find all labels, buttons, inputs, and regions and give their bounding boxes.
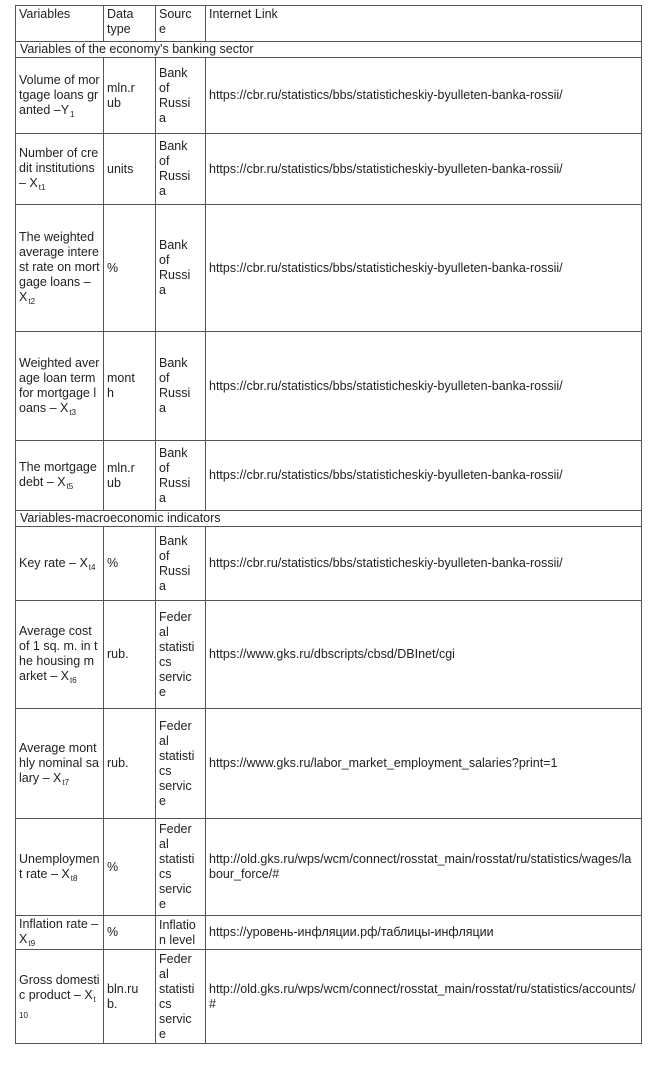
source-cell: Bank of Russi a bbox=[156, 441, 206, 511]
variable-name: The mortgage debt – X bbox=[19, 460, 97, 489]
variable-cell bbox=[16, 58, 104, 134]
data-type-cell: rub. bbox=[104, 709, 156, 819]
variable-subscript: t10 bbox=[19, 995, 96, 1020]
section-row bbox=[16, 511, 642, 527]
variable-cell bbox=[16, 441, 104, 511]
table-row bbox=[16, 819, 642, 916]
header-row bbox=[16, 6, 642, 42]
source-cell: Bank of Russi a bbox=[156, 332, 206, 441]
internet-link-cell: https://уровень-инфляции.рф/таблицы-инфляции bbox=[206, 916, 642, 950]
header-data-type: Data type bbox=[104, 6, 156, 42]
data-type-cell: rub. bbox=[104, 601, 156, 709]
section-title: Variables-macroeconomic indicators bbox=[16, 511, 642, 527]
source-cell: Bank of Russi a bbox=[156, 134, 206, 205]
internet-link-cell: http://old.gks.ru/wps/wcm/connect/rosstat_main/rosstat/ru/statistics/accounts/# bbox=[206, 950, 642, 1044]
data-type-cell: % bbox=[104, 205, 156, 332]
variable-subscript: t5 bbox=[66, 482, 74, 491]
table-row bbox=[16, 332, 642, 441]
table-row bbox=[16, 134, 642, 205]
variable-subscript: t2 bbox=[28, 297, 36, 306]
variables-table bbox=[15, 5, 642, 1044]
internet-link-cell: https://www.gks.ru/labor_market_employment_salaries?print=1 bbox=[206, 709, 642, 819]
variable-cell bbox=[16, 601, 104, 709]
data-type-cell: % bbox=[104, 527, 156, 601]
variable-subscript: t7 bbox=[62, 777, 70, 787]
table-row bbox=[16, 601, 642, 709]
table-row bbox=[16, 709, 642, 819]
variable-subscript: t1 bbox=[38, 183, 46, 192]
source-cell: Feder al statisti cs servic e bbox=[156, 950, 206, 1044]
table-row bbox=[16, 58, 642, 134]
internet-link-cell: https://www.gks.ru/dbscripts/cbsd/DBInet/cgi bbox=[206, 601, 642, 709]
internet-link-cell: https://cbr.ru/statistics/bbs/statisticheskiy-byulleten-banka-rossii/ bbox=[206, 527, 642, 601]
header-internet-link: Internet Link bbox=[206, 6, 642, 42]
variable-subscript: t6 bbox=[70, 676, 77, 685]
internet-link-cell: https://cbr.ru/statistics/bbs/statisticheskiy-byulleten-banka-rossii/ bbox=[206, 332, 642, 441]
table-row bbox=[16, 441, 642, 511]
internet-link-cell: https://cbr.ru/statistics/bbs/statisticheskiy-byulleten-banka-rossii/ bbox=[206, 134, 642, 205]
source-cell: Bank of Russi a bbox=[156, 58, 206, 134]
header-variables: Variables bbox=[16, 6, 104, 42]
variable-subscript: t9 bbox=[28, 939, 36, 948]
internet-link-cell: https://cbr.ru/statistics/bbs/statisticheskiy-byulleten-banka-rossii/ bbox=[206, 58, 642, 134]
variable-subscript: t8 bbox=[70, 873, 78, 883]
variable-name: Key rate – X bbox=[19, 555, 88, 570]
variable-name: Number of credit institutions – X bbox=[19, 146, 99, 190]
table-row bbox=[16, 916, 642, 950]
internet-link-cell: https://cbr.ru/statistics/bbs/statisticheskiy-byulleten-banka-rossii/ bbox=[206, 205, 642, 332]
source-cell: Bank of Russi a bbox=[156, 527, 206, 601]
variable-cell bbox=[16, 709, 104, 819]
data-type-cell: % bbox=[104, 916, 156, 950]
data-type-cell: mln.r ub bbox=[104, 58, 156, 134]
section-row bbox=[16, 42, 642, 58]
data-type-cell: % bbox=[104, 819, 156, 916]
table-row bbox=[16, 950, 642, 1044]
variable-cell bbox=[16, 205, 104, 332]
variable-cell bbox=[16, 950, 104, 1044]
variable-name: Gross domestic product – X bbox=[19, 973, 100, 1002]
data-type-cell: bln.ru b. bbox=[104, 950, 156, 1044]
variable-subscript: t3 bbox=[69, 407, 77, 417]
data-type-cell: units bbox=[104, 134, 156, 205]
variable-name: Weighted average loan term for mortgage loans – X bbox=[19, 355, 100, 415]
section-title: Variables of the economy's banking sector bbox=[16, 42, 642, 58]
variable-name: Average monthly nominal salary – X bbox=[19, 740, 99, 785]
variable-name: Volume of mortgage loans granted –Y bbox=[19, 72, 100, 117]
data-type-cell: mln.r ub bbox=[104, 441, 156, 511]
variable-cell bbox=[16, 134, 104, 205]
variable-cell bbox=[16, 332, 104, 441]
variable-name: Unemployment rate – X bbox=[19, 851, 100, 881]
source-cell: Inflatio n level bbox=[156, 916, 206, 950]
source-cell: Bank of Russi a bbox=[156, 205, 206, 332]
table-body bbox=[16, 6, 642, 1044]
variable-subscript: 1 bbox=[70, 109, 75, 119]
variable-name: Average cost of 1 sq. m. in the housing market – X bbox=[19, 624, 98, 683]
internet-link-cell: http://old.gks.ru/wps/wcm/connect/rosstat_main/rosstat/ru/statistics/wages/labour_force/# bbox=[206, 819, 642, 916]
table-row bbox=[16, 527, 642, 601]
variable-name: Inflation rate – X bbox=[19, 917, 99, 946]
variable-name: The weighted average interest rate on mortgage loans – X bbox=[19, 230, 100, 304]
variable-cell bbox=[16, 916, 104, 950]
source-cell: Feder al statisti cs servic e bbox=[156, 601, 206, 709]
variable-cell bbox=[16, 527, 104, 601]
internet-link-cell: https://cbr.ru/statistics/bbs/statisticheskiy-byulleten-banka-rossii/ bbox=[206, 441, 642, 511]
source-cell: Feder al statisti cs servic e bbox=[156, 709, 206, 819]
variable-cell bbox=[16, 819, 104, 916]
source-cell: Feder al statisti cs servic e bbox=[156, 819, 206, 916]
variable-subscript: t4 bbox=[88, 562, 96, 572]
data-type-cell: mont h bbox=[104, 332, 156, 441]
header-source: Sourc e bbox=[156, 6, 206, 42]
table-row bbox=[16, 205, 642, 332]
